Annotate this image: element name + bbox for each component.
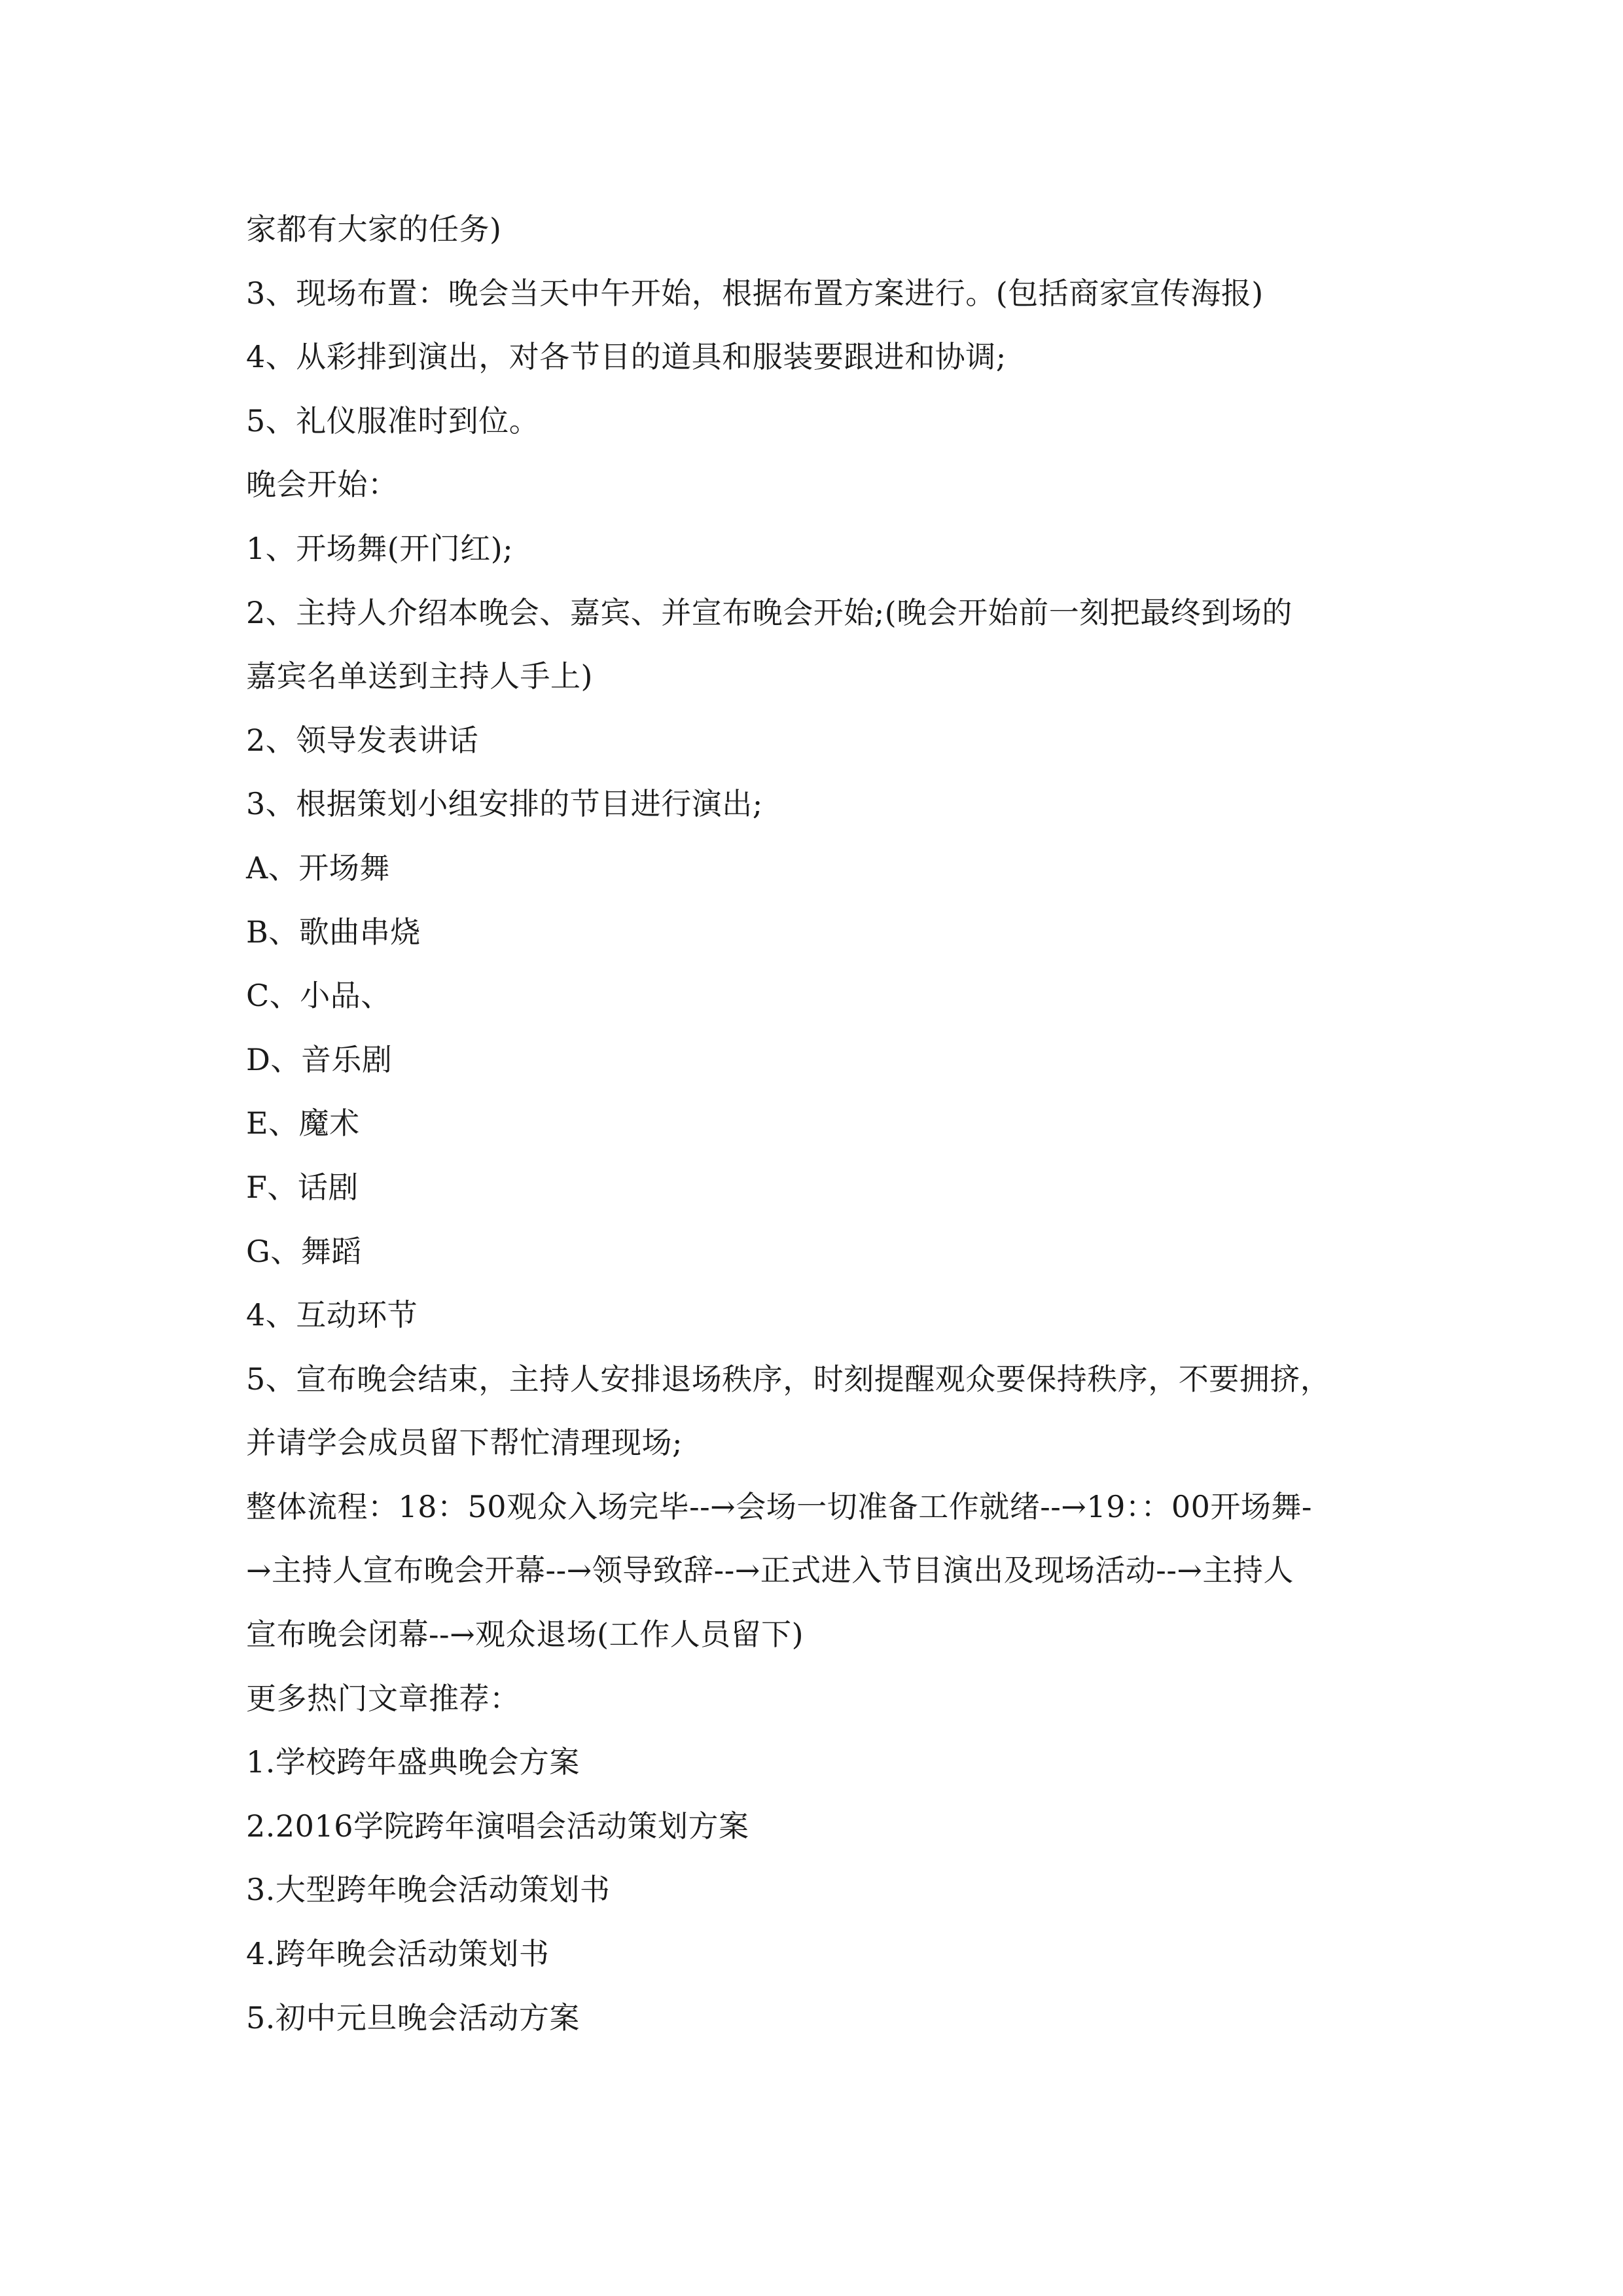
text-line: 2、主持人介绍本晚会、嘉宾、并宣布晚会开始;(晚会开始前一刻把最终到场的 — [246, 594, 1293, 630]
text-line: 家都有大家的任务) — [246, 211, 502, 247]
section-heading: 更多热门文章推荐： — [246, 1680, 520, 1716]
flow-line: →主持人宣布晚会开幕--→领导致辞--→正式进入节目演出及现场活动--→主持人 — [246, 1552, 1294, 1588]
recommended-article: 5.初中元旦晚会活动方案 — [246, 2000, 580, 2036]
recommended-article: 3.大型跨年晚会活动策划书 — [246, 1872, 611, 1908]
program-item: A、开场舞 — [246, 850, 390, 886]
text-line: 5、宣布晚会结束，主持人安排退场秩序，时刻提醒观众要保持秩序，不要拥挤， — [246, 1361, 1331, 1397]
text-line: 1、开场舞(开门红); — [246, 530, 514, 566]
text-line: 2、领导发表讲话 — [246, 722, 479, 758]
program-item: B、歌曲串烧 — [246, 914, 421, 950]
program-item: C、小品、 — [246, 978, 391, 1014]
text-line: 5、礼仪服准时到位。 — [246, 403, 540, 439]
text-line: 嘉宾名单送到主持人手上) — [246, 658, 593, 694]
text-line: 3、根据策划小组安排的节目进行演出; — [246, 786, 763, 822]
text-line: 4、互动环节 — [246, 1297, 418, 1333]
text-line: 4、从彩排到演出，对各节目的道具和服装要跟进和协调; — [246, 339, 1007, 375]
flow-line: 宣布晚会闭幕--→观众退场(工作人员留下) — [246, 1617, 804, 1653]
recommended-article: 4.跨年晚会活动策划书 — [246, 1936, 550, 1972]
section-heading: 晚会开始： — [246, 467, 399, 503]
program-item: D、音乐剧 — [246, 1041, 393, 1077]
recommended-article: 1.学校跨年盛典晚会方案 — [246, 1744, 580, 1780]
text-line: 3、现场布置：晚会当天中午开始，根据布置方案进行。(包括商家宣传海报) — [246, 275, 1264, 311]
program-item: E、魔术 — [246, 1105, 360, 1141]
program-item: F、话剧 — [246, 1169, 359, 1205]
recommended-article: 2.2016学院跨年演唱会活动策划方案 — [246, 1808, 749, 1844]
document-body — [246, 198, 1411, 2050]
text-line: 并请学会成员留下帮忙清理现场; — [246, 1425, 683, 1461]
flow-line: 整体流程：18：50观众入场完毕--→会场一切准备工作就绪--→19：：00开场舞- — [246, 1488, 1312, 1524]
program-item: G、舞蹈 — [246, 1233, 362, 1269]
